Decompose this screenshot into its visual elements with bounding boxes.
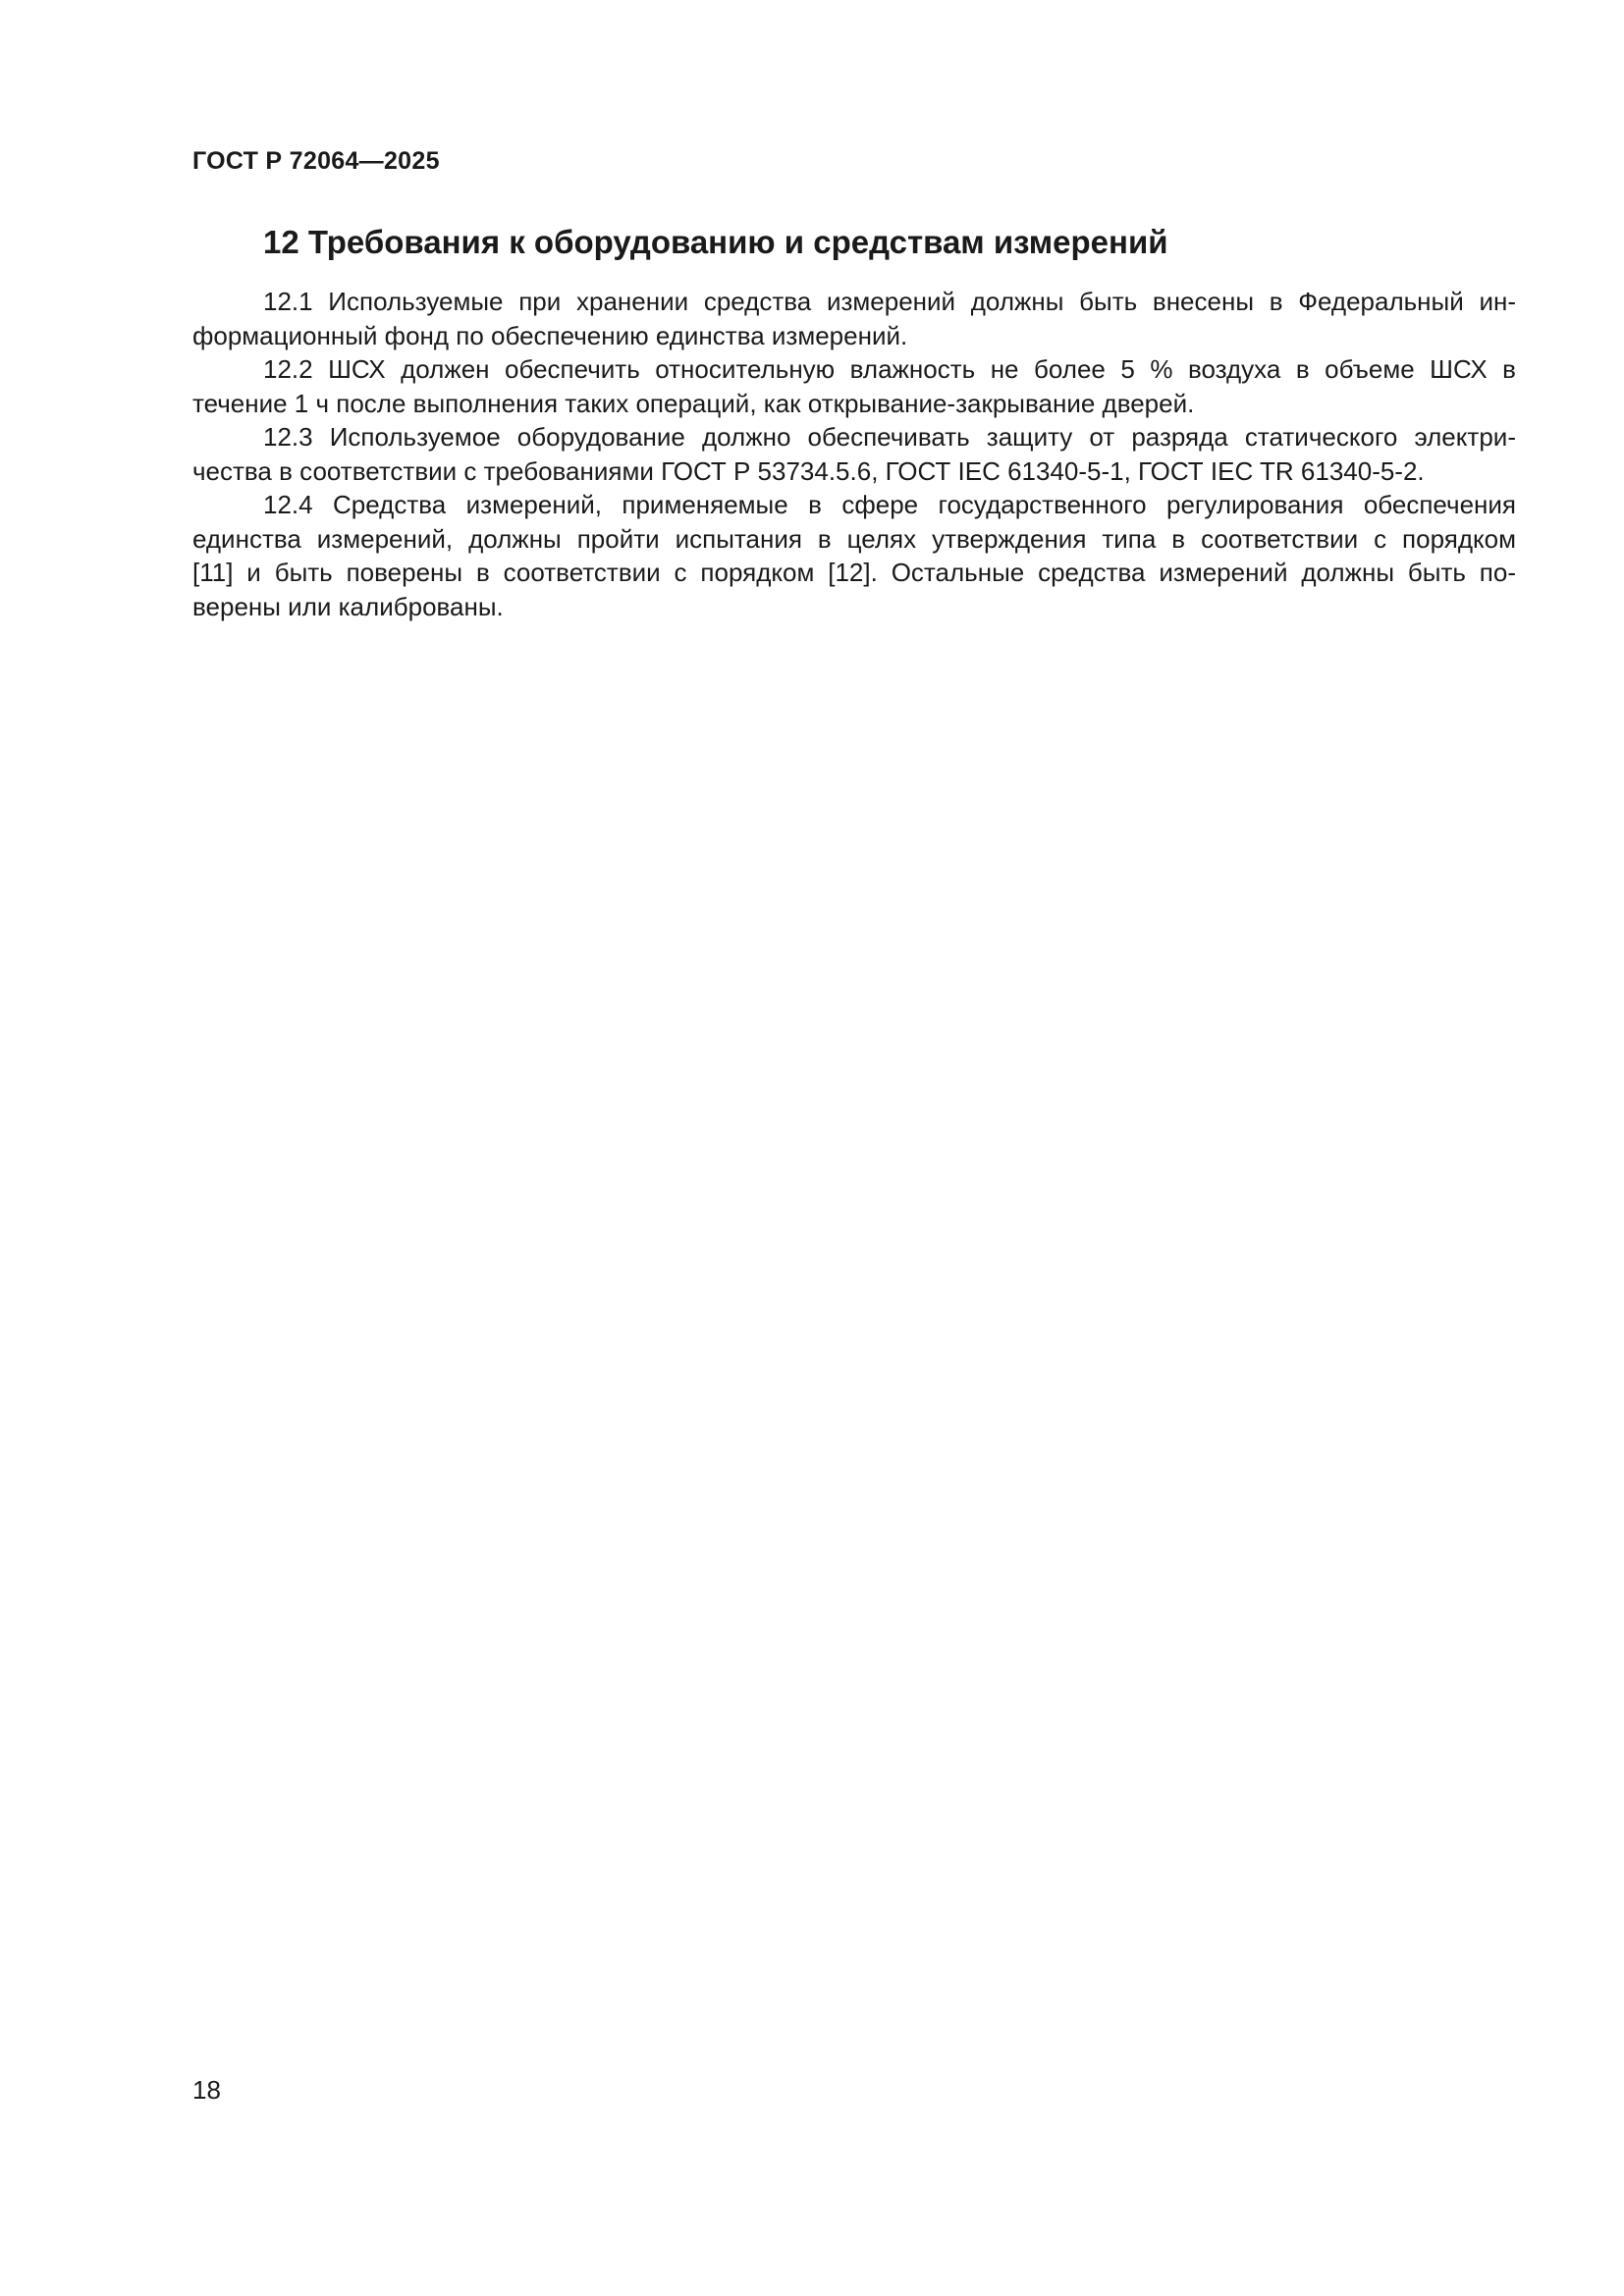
- paragraph-line: 12.2 ШСХ должен обеспечить относительную влажность не более 5 % воздуха в объеме ШСХ в: [263, 354, 1516, 384]
- paragraph-12-2: [192, 352, 1516, 420]
- paragraph-12-3: [192, 420, 1516, 488]
- paragraph-line: [11] и быть поверены в соответствии с порядком [12]. Остальные средства измерений должны быть по-: [192, 558, 1516, 587]
- paragraph-12-1: [192, 285, 1516, 352]
- paragraph-line: 12.3 Используемое оборудование должно обеспечивать защиту от разряда статического электри-: [263, 422, 1516, 452]
- page-number: 18: [192, 2075, 221, 2105]
- paragraph-line: 12.4 Средства измерений, применяемые в сфере государственного регулирования обеспечения: [263, 490, 1516, 519]
- section-title: 12 Требования к оборудованию и средствам измерений: [263, 224, 1168, 260]
- running-header: ГОСТ Р 72064—2025: [192, 147, 440, 175]
- paragraph-line: единства измерений, должны пройти испытания в целях утверждения типа в соответствии с порядком: [192, 523, 1516, 554]
- paragraph-line: 12.1 Используемые при хранении средства измерений должны быть внесены в Федеральный ин-: [263, 287, 1516, 316]
- paragraph-12-4: [192, 488, 1516, 623]
- paragraph-line: чества в соответствии с требованиями ГОСТ Р 53734.5.6, ГОСТ IEC 61340-5-1, ГОСТ IEC TR 61340-5-2.: [192, 455, 1425, 486]
- paragraph-line: формационный фонд по обеспечению единства измерений.: [192, 320, 908, 350]
- paragraph-line: верены или калиброваны.: [192, 591, 504, 621]
- section-body: [192, 285, 1516, 623]
- paragraph-line: течение 1 ч после выполнения таких операций, как открывание-закрывание дверей.: [192, 388, 1195, 418]
